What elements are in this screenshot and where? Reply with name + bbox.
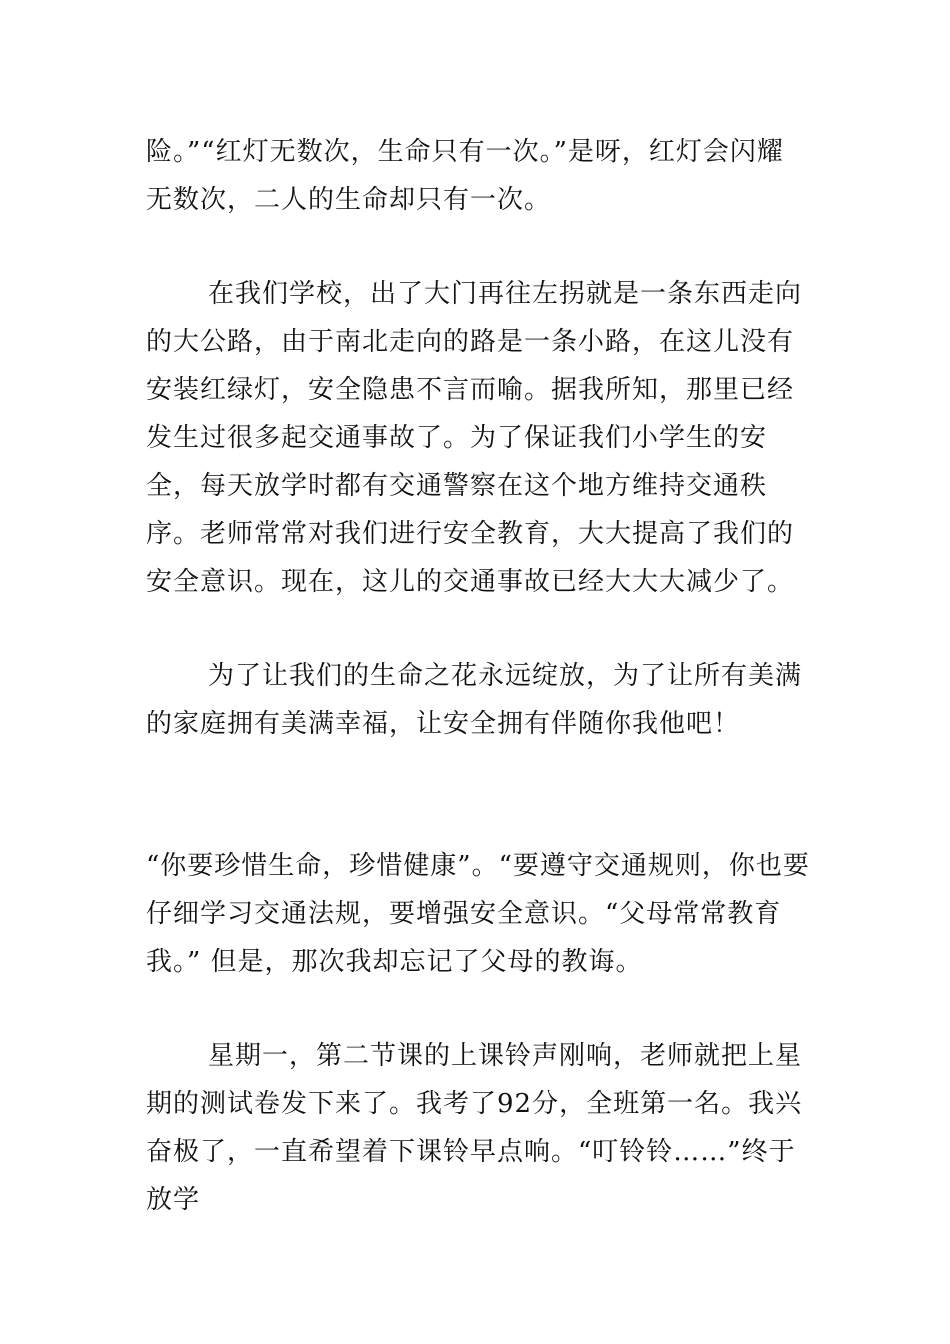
paragraph-safety-call: 为了让我们的生命之花永远绽放，为了让所有美满的家庭拥有美满幸福，让安全拥有伴随你我他吧！ — [146, 661, 803, 739]
paragraph-monday-story: 星期一，第二节课的上课铃声刚响，老师就把上星期的测试卷发下来了。我考了92分，全班第一名。我兴奋极了，一直希望着下课铃早点响。“叮铃铃……”终于放学 — [146, 1041, 803, 1215]
paragraph-parents-advice: “你要珍惜生命，珍惜健康”。“要遵守交通规则，你也要仔细学习交通法规，要增强安全意识。“父母常常教育我。” 但是，那次我却忘记了父母的教诲。 — [146, 851, 810, 977]
document-page — [146, 128, 810, 1224]
paragraph-continuation: 险。”“红灯无数次，生命只有一次。”是呀，红灯会闪耀无数次，二人的生命却只有一次。 — [146, 137, 784, 215]
paragraph-school-road: 在我们学校，出了大门再往左拐就是一条东西走向的大公路，由于南北走向的路是一条小路，在这儿没有安装红绿灯，安全隐患不言而喻。据我所知，那里已经发生过很多起交通事故了。为了保证我们小学生的安全，每天放学时都有交通警察在这个地方维持交通秩序。老师常常对我们进行安全教育，大大提高了我们的安全意识。现在，这儿的交通事故已经大大大减少了。 — [146, 279, 803, 597]
